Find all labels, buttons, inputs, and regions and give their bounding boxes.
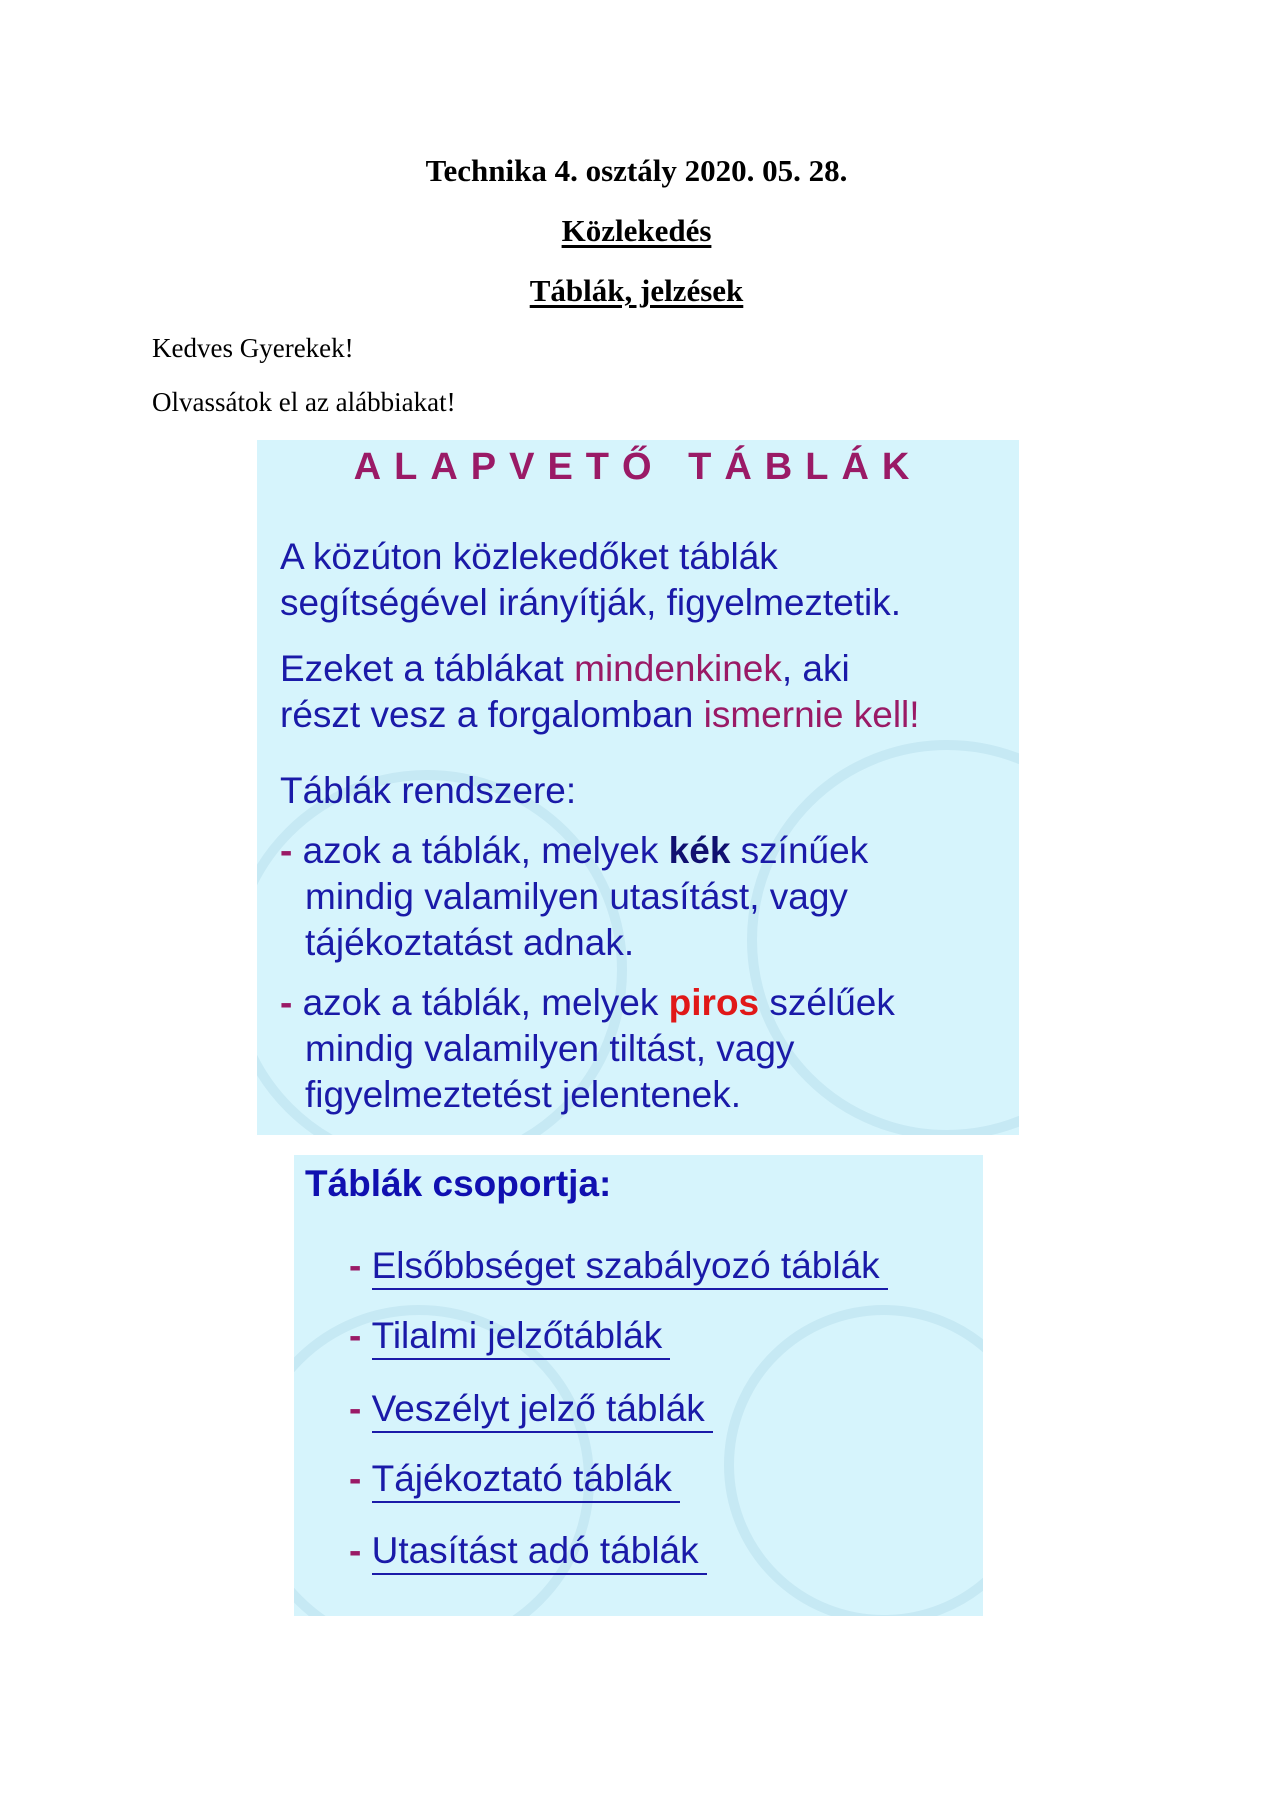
red-signs-bullet: - azok a táblák, melyek piros szélűek mindig valamilyen tiltást, vagy figyelmeztetést jelentenek. — [280, 982, 895, 1115]
list-item: - Tájékoztató táblák — [349, 1458, 680, 1500]
blue-signs-bullet: - azok a táblák, melyek kék színűek mindig valamilyen utasítást, vagy tájékoztatást adnak. — [280, 830, 869, 963]
link-warning-signs[interactable]: Veszélyt jelző táblák — [372, 1388, 713, 1433]
topic-heading: Táblák, jelzések — [529, 273, 744, 308]
system-label: Táblák rendszere: — [280, 770, 577, 811]
list-item: - Utasítást adó táblák — [349, 1530, 707, 1572]
subject-heading: Közlekedés — [561, 213, 712, 248]
greeting: Kedves Gyerekek! — [152, 333, 354, 363]
panel-heading: ALAPVETŐ TÁBLÁK — [353, 446, 923, 488]
link-prohibition-signs[interactable]: Tilalmi jelzőtáblák — [372, 1315, 671, 1360]
importance-paragraph: Ezeket a táblákat mindenkinek, aki részt vesz a forgalomban ismernie kell! — [280, 648, 920, 735]
list-item: - Veszélyt jelző táblák — [349, 1388, 713, 1430]
link-information-signs[interactable]: Tájékoztató táblák — [372, 1458, 680, 1503]
link-priority-signs[interactable]: Elsőbbséget szabályozó táblák — [372, 1245, 888, 1290]
document-title: Technika 4. osztály 2020. 05. 28. — [425, 153, 848, 188]
instruction: Olvassátok el az alábbiakat! — [152, 387, 456, 417]
list-item: - Tilalmi jelzőtáblák — [349, 1315, 670, 1357]
bicycle-wheel-watermark — [724, 1305, 983, 1616]
list-item: - Elsőbbséget szabályozó táblák — [349, 1245, 888, 1287]
link-mandatory-signs[interactable]: Utasítást adó táblák — [372, 1530, 707, 1575]
groups-heading: Táblák csoportja: — [305, 1163, 612, 1204]
intro-paragraph: A közúton közlekedőket táblák segítségével irányítják, figyelmeztetik. — [280, 536, 902, 623]
basic-signs-panel — [257, 440, 1019, 1135]
sign-groups-panel — [294, 1155, 983, 1616]
